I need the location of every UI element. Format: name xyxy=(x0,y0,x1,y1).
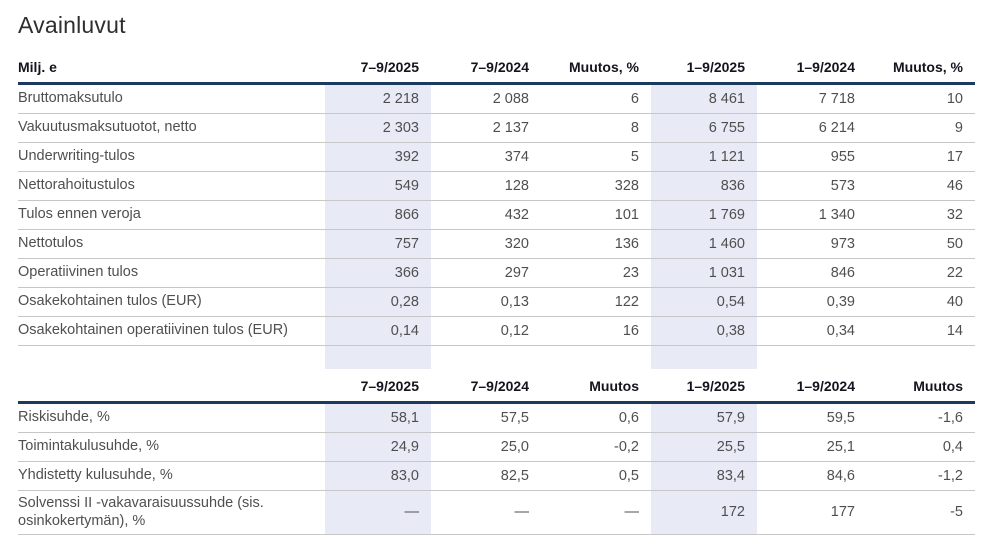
value-cell: 0,39 xyxy=(757,288,867,317)
column-header-ytd-change: Muutos xyxy=(867,369,975,403)
table-row xyxy=(18,201,975,230)
table-row xyxy=(18,114,975,143)
value-cell: 6 xyxy=(541,84,651,114)
value-cell: 836 xyxy=(651,172,757,201)
value-cell: 128 xyxy=(431,172,541,201)
value-cell: 549 xyxy=(325,172,431,201)
column-header-ytd-prior: 1–9/2024 xyxy=(757,54,867,84)
table-row xyxy=(18,462,975,491)
value-cell: 1 031 xyxy=(651,259,757,288)
value-cell: 2 218 xyxy=(325,84,431,114)
value-cell: 366 xyxy=(325,259,431,288)
value-cell: — xyxy=(325,491,431,535)
value-cell: 866 xyxy=(325,201,431,230)
column-header-q-change: Muutos, % xyxy=(541,54,651,84)
value-cell: 5 xyxy=(541,143,651,172)
column-header-unit: Milj. e xyxy=(18,54,325,84)
table-row xyxy=(18,172,975,201)
spacer-cell xyxy=(431,346,541,370)
value-cell: 573 xyxy=(757,172,867,201)
value-cell: 1 121 xyxy=(651,143,757,172)
value-cell: 57,9 xyxy=(651,403,757,433)
column-header-q-current: 7–9/2025 xyxy=(325,54,431,84)
table-row xyxy=(18,84,975,114)
value-cell: 83,0 xyxy=(325,462,431,491)
spacer-cell xyxy=(325,346,431,370)
value-cell: 2 088 xyxy=(431,84,541,114)
value-cell: 82,5 xyxy=(431,462,541,491)
value-cell: 40 xyxy=(867,288,975,317)
value-cell: 0,12 xyxy=(431,317,541,346)
value-cell: -1,6 xyxy=(867,403,975,433)
value-cell: 320 xyxy=(431,230,541,259)
value-cell: 973 xyxy=(757,230,867,259)
value-cell: 6 214 xyxy=(757,114,867,143)
column-header-ytd-change: Muutos, % xyxy=(867,54,975,84)
value-cell: 25,0 xyxy=(431,433,541,462)
value-cell: 846 xyxy=(757,259,867,288)
value-cell: 9 xyxy=(867,114,975,143)
value-cell: 8 xyxy=(541,114,651,143)
value-cell: 0,4 xyxy=(867,433,975,462)
value-cell: 83,4 xyxy=(651,462,757,491)
column-header-ytd-prior: 1–9/2024 xyxy=(757,369,867,403)
value-cell: 84,6 xyxy=(757,462,867,491)
spacer-cell xyxy=(541,346,651,370)
column-header-ytd-current: 1–9/2025 xyxy=(651,369,757,403)
row-label: Toimintakulusuhde, % xyxy=(18,433,325,462)
value-cell: 8 461 xyxy=(651,84,757,114)
value-cell: 1 340 xyxy=(757,201,867,230)
value-cell: 7 718 xyxy=(757,84,867,114)
row-label: Osakekohtainen operatiivinen tulos (EUR) xyxy=(18,317,325,346)
spacer-cell xyxy=(18,346,325,370)
value-cell: -5 xyxy=(867,491,975,535)
spacer-row xyxy=(18,346,975,370)
value-cell: 46 xyxy=(867,172,975,201)
value-cell: 0,13 xyxy=(431,288,541,317)
value-cell: -0,2 xyxy=(541,433,651,462)
value-cell: 25,1 xyxy=(757,433,867,462)
row-label: Underwriting-tulos xyxy=(18,143,325,172)
value-cell: 328 xyxy=(541,172,651,201)
spacer-cell xyxy=(651,346,757,370)
value-cell: 374 xyxy=(431,143,541,172)
value-cell: 297 xyxy=(431,259,541,288)
value-cell: 32 xyxy=(867,201,975,230)
value-cell: 24,9 xyxy=(325,433,431,462)
value-cell: 6 755 xyxy=(651,114,757,143)
value-cell: 0,6 xyxy=(541,403,651,433)
value-cell: 392 xyxy=(325,143,431,172)
row-label: Vakuutusmaksutuotot, netto xyxy=(18,114,325,143)
table-row xyxy=(18,403,975,433)
table-row xyxy=(18,230,975,259)
column-header-q-prior: 7–9/2024 xyxy=(431,369,541,403)
value-cell: 0,5 xyxy=(541,462,651,491)
value-cell: 14 xyxy=(867,317,975,346)
value-cell: 16 xyxy=(541,317,651,346)
table-row xyxy=(18,433,975,462)
value-cell: — xyxy=(431,491,541,535)
table-row xyxy=(18,288,975,317)
table-row xyxy=(18,317,975,346)
spacer-cell xyxy=(867,346,975,370)
column-header-q-change: Muutos xyxy=(541,369,651,403)
table-header-row xyxy=(18,369,975,403)
table-row xyxy=(18,259,975,288)
value-cell: 23 xyxy=(541,259,651,288)
row-label: Nettorahoitustulos xyxy=(18,172,325,201)
value-cell: 57,5 xyxy=(431,403,541,433)
value-cell: 122 xyxy=(541,288,651,317)
column-header-ytd-current: 1–9/2025 xyxy=(651,54,757,84)
value-cell: 0,14 xyxy=(325,317,431,346)
value-cell: 58,1 xyxy=(325,403,431,433)
value-cell: 432 xyxy=(431,201,541,230)
row-label: Operatiivinen tulos xyxy=(18,259,325,288)
spacer-cell xyxy=(757,346,867,370)
value-cell: 1 460 xyxy=(651,230,757,259)
value-cell: 0,34 xyxy=(757,317,867,346)
row-label: Osakekohtainen tulos (EUR) xyxy=(18,288,325,317)
value-cell: 0,54 xyxy=(651,288,757,317)
value-cell: 2 303 xyxy=(325,114,431,143)
value-cell: 136 xyxy=(541,230,651,259)
column-header-q-current: 7–9/2025 xyxy=(325,369,431,403)
value-cell: 22 xyxy=(867,259,975,288)
column-header-q-prior: 7–9/2024 xyxy=(431,54,541,84)
row-label: Yhdistetty kulusuhde, % xyxy=(18,462,325,491)
value-cell: 17 xyxy=(867,143,975,172)
row-label: Solvenssi II -vakavaraisuussuhde (sis. osinkokertymän), % xyxy=(18,491,325,535)
value-cell: — xyxy=(541,491,651,535)
value-cell: -1,2 xyxy=(867,462,975,491)
value-cell: 0,38 xyxy=(651,317,757,346)
key-figures-table xyxy=(18,54,975,369)
value-cell: 50 xyxy=(867,230,975,259)
row-label: Riskisuhde, % xyxy=(18,403,325,433)
column-header-blank xyxy=(18,369,325,403)
value-cell: 2 137 xyxy=(431,114,541,143)
value-cell: 101 xyxy=(541,201,651,230)
ratios-table xyxy=(18,369,975,535)
value-cell: 1 769 xyxy=(651,201,757,230)
value-cell: 955 xyxy=(757,143,867,172)
row-label: Bruttomaksutulo xyxy=(18,84,325,114)
value-cell: 0,28 xyxy=(325,288,431,317)
row-label: Tulos ennen veroja xyxy=(18,201,325,230)
table-row xyxy=(18,143,975,172)
value-cell: 25,5 xyxy=(651,433,757,462)
value-cell: 177 xyxy=(757,491,867,535)
value-cell: 59,5 xyxy=(757,403,867,433)
page-title: Avainluvut xyxy=(18,12,126,38)
table-row xyxy=(18,491,975,535)
value-cell: 10 xyxy=(867,84,975,114)
row-label: Nettotulos xyxy=(18,230,325,259)
value-cell: 757 xyxy=(325,230,431,259)
table-header-row xyxy=(18,54,975,84)
value-cell: 172 xyxy=(651,491,757,535)
